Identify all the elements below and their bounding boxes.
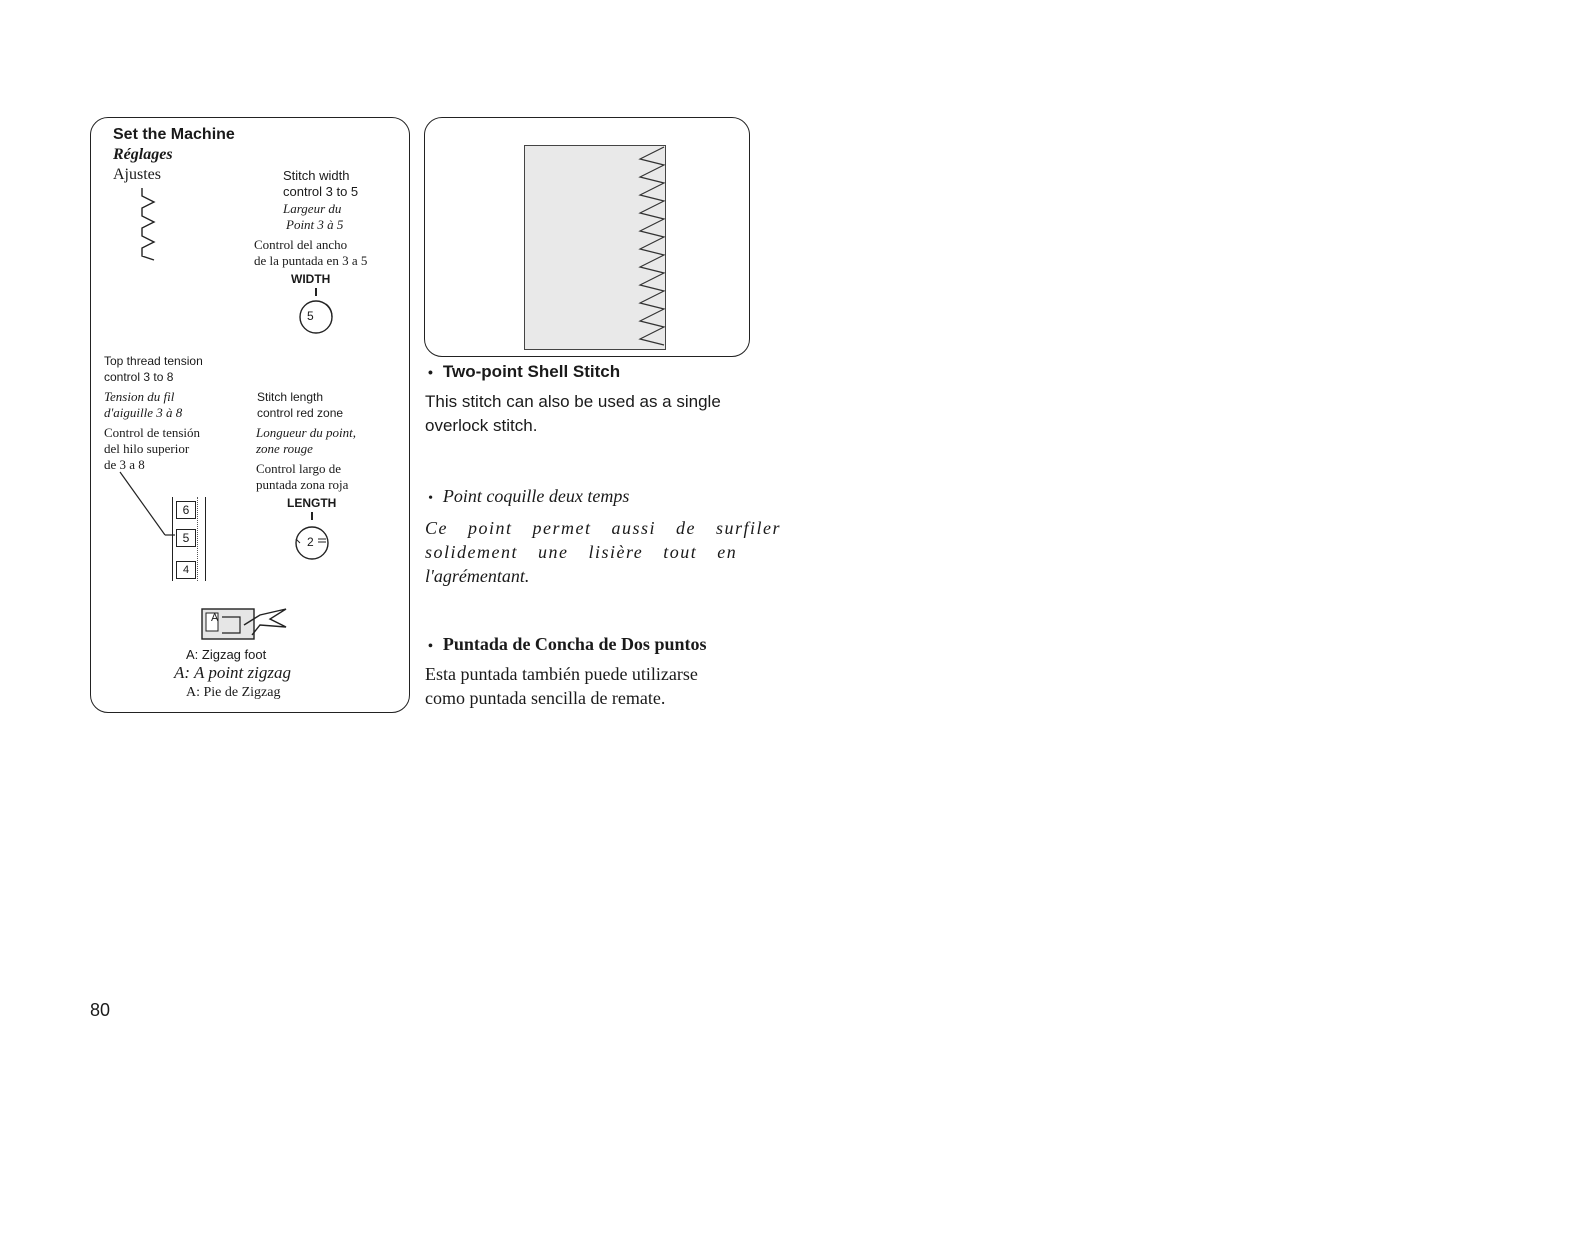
body-fr-line-2: solidement une lisière tout en xyxy=(425,542,738,562)
shell-stitch-symbol-icon xyxy=(132,186,172,262)
width-label-en-1: Stitch width xyxy=(283,168,350,183)
length-label-en-2: control red zone xyxy=(257,406,344,420)
width-dial-icon xyxy=(296,288,340,336)
heading-fr: • Point coquille deux temps xyxy=(428,486,630,506)
length-label-es-1: Control largo de xyxy=(256,461,341,476)
settings-title-en: Set the Machine xyxy=(113,126,235,143)
length-label-en-1: Stitch length xyxy=(257,390,324,404)
foot-label-fr: A: A point zigzag xyxy=(174,663,291,682)
tension-dial-value: 6 xyxy=(176,501,196,519)
width-label-fr-2: Point 3 à 5 xyxy=(286,217,344,232)
foot-label-es: A: Pie de Zigzag xyxy=(186,685,281,700)
width-label-fr-1: Largeur du xyxy=(283,201,342,216)
length-label-fr-2: zone rouge xyxy=(256,441,313,456)
shell-stitch-sample-icon xyxy=(630,145,670,348)
length-label-fr-1: Longueur du point, xyxy=(256,425,357,440)
body-fr-line-1: Ce point permet aussi de surfiler xyxy=(425,518,781,538)
width-dial-value: 5 xyxy=(307,309,314,323)
body-es-line-2: como puntada sencilla de remate. xyxy=(425,688,666,708)
heading-es: • Puntada de Concha de Dos puntos xyxy=(428,634,707,654)
tension-label-es-2: del hilo superior xyxy=(104,441,190,456)
width-label-es-2: de la puntada en 3 a 5 xyxy=(254,253,368,268)
zigzag-foot-icon xyxy=(200,605,290,643)
length-dial-value: 2 xyxy=(307,535,314,549)
tension-label-fr-1: Tension du fil xyxy=(104,389,175,404)
heading-en: • Two-point Shell Stitch xyxy=(428,362,621,381)
body-en-line-1: This stitch can also be used as a single xyxy=(425,392,721,411)
page-number: 80 xyxy=(90,1000,111,1020)
body-es-line-1: Esta puntada también puede utilizarse xyxy=(425,664,698,684)
length-dial-label: LENGTH xyxy=(287,496,337,510)
tension-dial-value: 5 xyxy=(176,529,196,547)
tension-label-es-1: Control de tensión xyxy=(104,425,201,440)
foot-label-en: A: Zigzag foot xyxy=(186,647,267,662)
tension-label-es-3: de 3 a 8 xyxy=(104,457,145,472)
tension-label-fr-2: d'aiguille 3 à 8 xyxy=(104,405,183,420)
tension-label-en-2: control 3 to 8 xyxy=(104,370,174,384)
width-dial-label: WIDTH xyxy=(291,272,331,286)
settings-title-fr: Réglages xyxy=(113,146,173,163)
settings-title-es: Ajustes xyxy=(113,166,161,183)
length-dial-icon xyxy=(292,512,340,562)
tension-label-en-1: Top thread tension xyxy=(104,354,203,368)
tension-dial xyxy=(172,497,206,581)
tension-dial-value: 4 xyxy=(176,561,196,579)
width-label-en-2: control 3 to 5 xyxy=(283,184,359,199)
width-label-es-1: Control del ancho xyxy=(254,237,348,252)
body-fr-line-3: l'agrémentant. xyxy=(425,566,530,586)
foot-letter: A xyxy=(211,612,219,624)
body-en-line-2: overlock stitch. xyxy=(425,416,538,435)
length-label-es-2: puntada zona roja xyxy=(256,477,349,492)
